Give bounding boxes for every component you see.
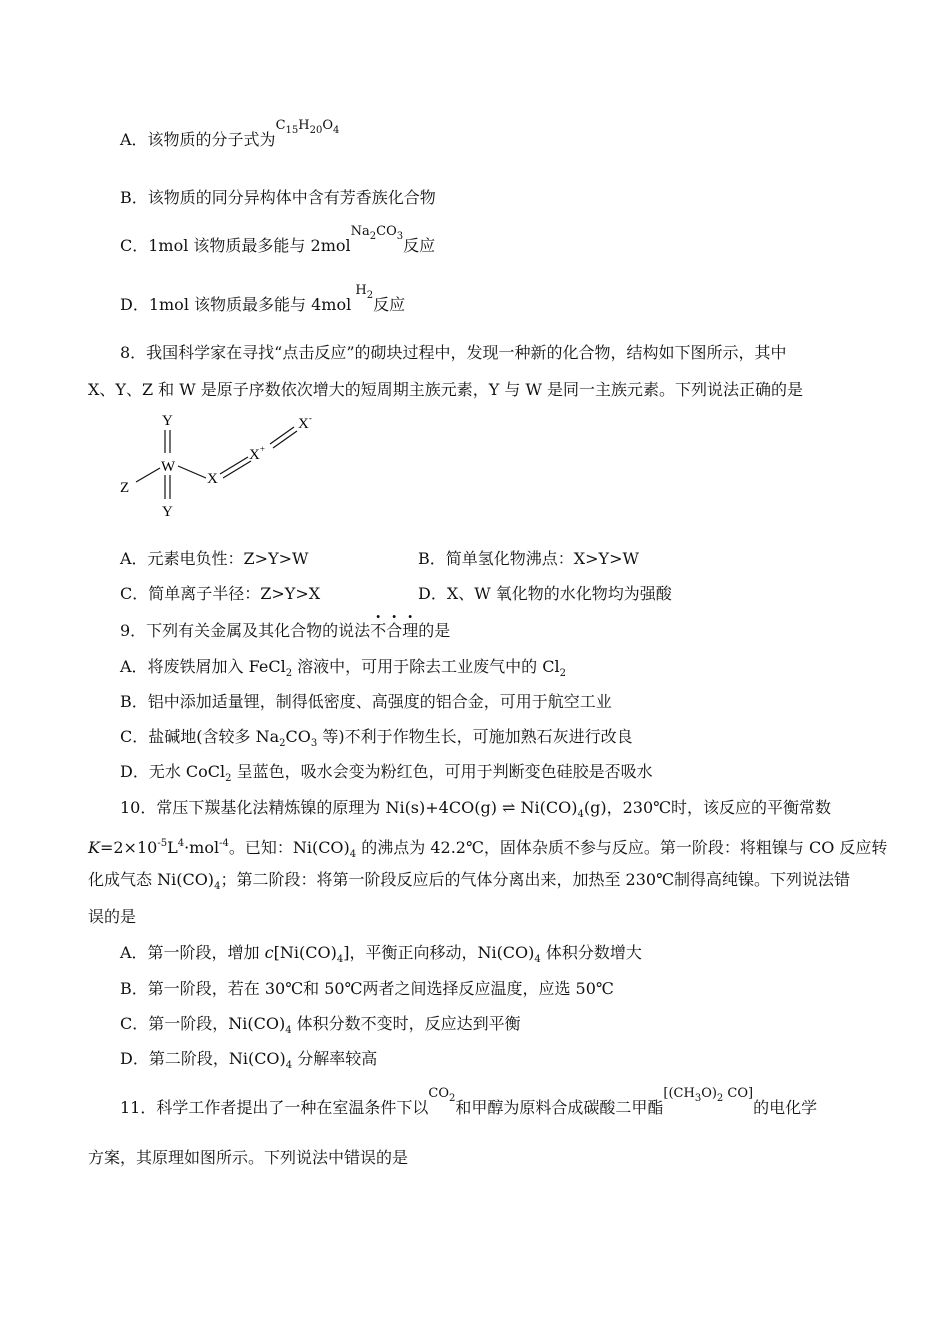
q10-option-d: D．第二阶段，$Ni(CO)_4$ 分解率较高 — [120, 1049, 378, 1071]
q7-option-d-formula: H2 — [351, 283, 374, 301]
q7-option-c-suffix: 反应 — [403, 236, 436, 255]
q7-option-a — [120, 118, 340, 157]
atom-z: Z — [120, 480, 130, 496]
q8-stem-line2: X、Y、Z 和 W 是原子序数依次增大的短周期主族元素，Y 与 W 是同一主族元素。下列说法正确的是 — [88, 380, 804, 399]
q11-stem-line1 — [120, 1086, 818, 1125]
q11-stem-mid: 和甲醇为原料合成碳酸二甲酯 — [455, 1098, 664, 1117]
q9-option-d: D．无水 CoCl$_2$ 呈蓝色，吸水会变为粉红色，可用于判断变色硅胶是否吸水 — [120, 762, 653, 784]
q10-option-c: C．第一阶段，$Ni(CO)_4$ 体积分数不变时，反应达到平衡 — [120, 1014, 521, 1036]
q7-option-b: B．该物质的同分异构体中含有芳香族化合物 — [120, 188, 436, 207]
atom-y-bottom: Y — [162, 504, 173, 520]
q8-option-c: C．简单离子半径：Z>Y>X — [120, 584, 321, 603]
atom-x-minus: X- — [298, 413, 312, 432]
q7-option-d-suffix: 反应 — [373, 295, 406, 314]
q7-option-c-text: C．1mol 该物质最多能与 2mol — [120, 236, 351, 255]
q9-stem-pre: 9．下列有关金属及其化合物的说法 — [120, 621, 371, 640]
q9-stem-emphasis — [370, 621, 418, 640]
atom-w: W — [161, 459, 176, 475]
q7-option-d-text: D．1mol 该物质最多能与 4mol — [120, 295, 352, 314]
q11-stem-line2: 方案，其原理如图所示。下列说法中错误的是 — [88, 1148, 409, 1167]
q8-option-d: D．X、W 氧化物的水化物均为强酸 — [418, 584, 672, 603]
q8-stem-line1: 8．我国科学家在寻找“点击反应”的砌块过程中，发现一种新的化合物，结构如下图所示，其中 — [120, 343, 787, 362]
q10-stem-line3: 化成气态 $Ni(CO)_4$；第二阶段：将第一阶段反应后的气体分离出来，加热至 230℃制得高纯镍。下列说法错 — [88, 870, 850, 892]
q10-option-a: A．第一阶段，增加 $c[Ni(CO)_4]$，平衡正向移动，$Ni(CO)_4$ 体积分数增大 — [120, 943, 642, 965]
q11-formula-dmc: [(CH3O)2 CO] — [663, 1086, 754, 1104]
q10-option-b: B．第一阶段，若在 30℃和 50℃两者之间选择反应温度，应选 50℃ — [120, 979, 614, 998]
q8-structure-diagram — [110, 408, 330, 523]
atom-x: X — [207, 471, 218, 487]
q7-option-a-text: A．该物质的分子式为 — [120, 130, 276, 149]
q9-option-c: C．盐碱地(含较多 $Na_2CO_3$ 等)不利于作物生长，可施加熟石灰进行改良 — [120, 727, 633, 749]
q9-option-a: A．将废铁屑加入 FeCl$_2$ 溶液中，可用于除去工业废气中的 $Cl_2$ — [120, 657, 566, 679]
q7-option-a-formula: C15H20O4 — [275, 118, 340, 136]
q7-option-d — [120, 283, 406, 322]
atom-y-top: Y — [162, 413, 173, 429]
q8-option-a: A．元素电负性：Z>Y>W — [120, 549, 309, 568]
emphasis-char: 理 — [402, 621, 419, 640]
q9-option-b: B．铝中添加适量锂，制得低密度、高强度的铝合金，可用于航空工业 — [120, 692, 612, 711]
q11-stem-pre: 11．科学工作者提出了一种在室温条件下以 — [120, 1098, 429, 1117]
q11-stem-post: 的电化学 — [753, 1098, 818, 1117]
q9-stem — [120, 621, 450, 641]
q7-option-c — [120, 224, 436, 263]
q7-option-c-formula: Na2CO3 — [350, 224, 404, 242]
emphasis-char: 不 — [370, 621, 387, 640]
atom-x-plus: X+ — [249, 444, 265, 463]
q9-stem-post: 的是 — [418, 621, 451, 640]
q10-stem-line4: 误的是 — [88, 907, 137, 926]
q8-option-b: B．简单氢化物沸点：X>Y>W — [418, 549, 639, 568]
q10-stem-line1: 10．常压下羰基化法精炼镍的原理为 Ni(s)+4CO(g) ⇌ $Ni(CO)_4(g)$，230℃时，该反应的平衡常数 — [120, 798, 832, 820]
q11-formula-co2: CO2 — [428, 1086, 456, 1104]
q10-stem-line2: $K=2\times 10^{-5}L^4\cdot mol^{-4}$。已知：$Ni(CO)_4$ 的沸点为 42.2℃，固体杂质不参与反应。第一阶段：将粗镍与 CO 反应转 — [88, 838, 888, 860]
emphasis-char: 合 — [386, 621, 403, 640]
